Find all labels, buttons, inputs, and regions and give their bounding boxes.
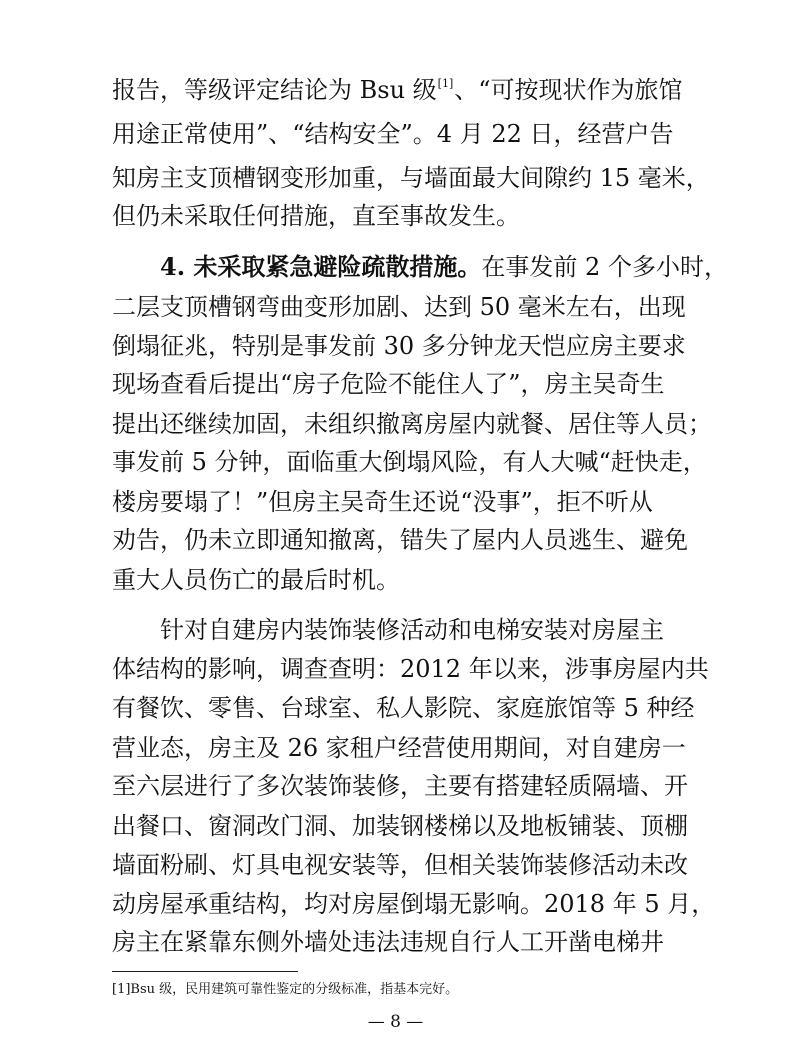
body-text-line: 墙面粉刷、灯具电视安装等，但相关装饰装修活动未改 (112, 851, 688, 879)
footnote-divider (112, 971, 298, 972)
paragraph-first-line: 针对自建房内装饰装修活动和电梯安装对房屋主 (160, 616, 664, 644)
body-text-line: 楼房要塌了！”但房主吴奇生还说“没事”，拒不听从 (112, 488, 653, 516)
body-text-line: 劝告，仍未立即通知撤离，错失了屋内人员逃生、避免 (112, 526, 688, 554)
body-text-line: 房主在紧靠东侧外墙处违法违规自行人工开凿电梯井 (112, 928, 664, 956)
body-text-line: 营业态，房主及 26 家租户经营使用期间，对自建房一 (112, 734, 686, 762)
footnote: [1]Bsu 级，民用建筑可靠性鉴定的分级标准，指基本完好。 (112, 982, 459, 997)
body-text-line: 二层支顶槽钢弯曲变形加剧、达到 50 毫米左右，出现 (112, 293, 686, 321)
body-text-line: 重大人员伤亡的最后时机。 (112, 566, 400, 594)
body-text-line: 用途正常使用”、“结构安全”。4 月 22 日，经营户告 (112, 120, 674, 148)
body-text-line: 有餐饮、零售、台球室、私人影院、家庭旅馆等 5 种经 (112, 694, 695, 722)
paragraph-first-line (160, 247, 728, 287)
body-text-line: 动房屋承重结构，均对房屋倒塌无影响。2018 年 5 月， (112, 890, 716, 918)
text-segment: 、“可按现状作为旅馆 (454, 76, 683, 104)
body-text-line: 事发前 5 分钟，面临重大倒塌风险，有人大喊“赶快走， (112, 448, 707, 476)
body-text-line: 现场查看后提出“房子危险不能住人了”，房主吴奇生 (112, 370, 665, 398)
body-text-line: 倒塌征兆，特别是事发前 30 多分钟龙天恺应房主要求 (112, 332, 686, 360)
text-segment: 在事发前 2 个多小时， (481, 253, 728, 281)
body-text-line: 体结构的影响，调查查明：2012 年以来，涉事房屋内共 (112, 655, 709, 683)
body-text-line: 知房主支顶槽钢变形加重，与墙面最大间隙约 15 毫米， (112, 164, 710, 192)
body-text-line: 提出还继续加固，未组织撤离房屋内就餐、居住等人员； (112, 410, 712, 438)
body-text-line: 至六层进行了多次装饰装修，主要有搭建轻质隔墙、开 (112, 772, 688, 800)
section-heading: 4. 未采取紧急避险疏散措施。 (160, 252, 482, 281)
page-number: — 8 — (367, 1012, 424, 1032)
body-text-line: 出餐口、窗洞改门洞、加装钢楼梯以及地板铺装、顶棚 (112, 812, 688, 840)
body-text-line: 但仍未采取任何措施，直至事故发生。 (112, 202, 520, 230)
body-text-line (112, 70, 682, 110)
footnote-reference[interactable]: [1] (437, 77, 454, 90)
text-segment: 报告，等级评定结论为 Bsu 级 (112, 76, 437, 104)
